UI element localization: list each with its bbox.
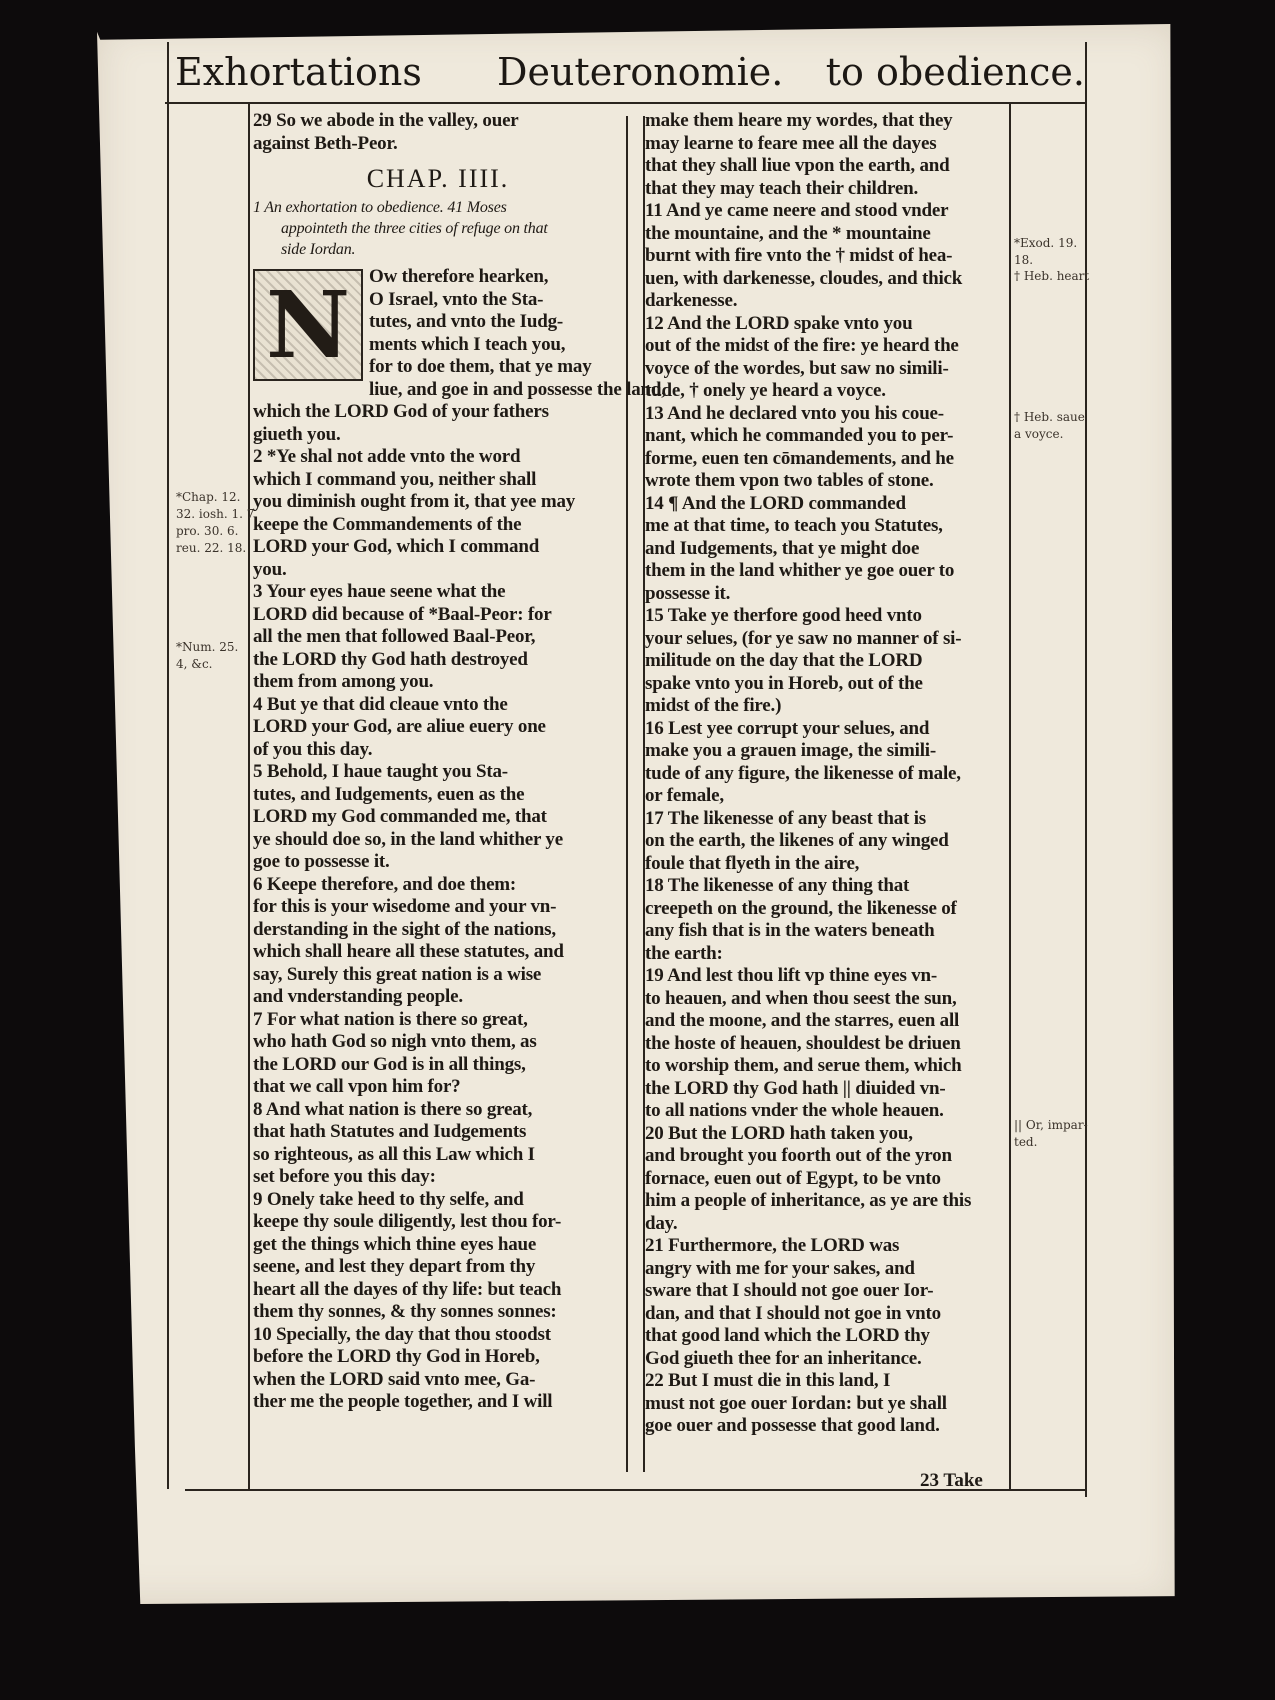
text-line: nant, which he commanded you to per-: [645, 425, 954, 446]
text-line: 7 For what nation is there so great,: [253, 1008, 528, 1030]
running-head-center: Deuteronomie.: [497, 50, 784, 94]
text-line: 12 And the LORD spake vnto you: [645, 312, 913, 334]
text-line: ye should doe so, in the land whither ye: [253, 828, 563, 850]
text-line: day.: [645, 1212, 678, 1234]
text-line: voyce of the wordes, but saw no simili-: [645, 357, 949, 379]
text-line: darkenesse.: [645, 290, 738, 311]
chapter-summary-line: appointeth the three cities of refuge on that: [281, 220, 548, 237]
text-line: set before you this day:: [253, 1166, 436, 1187]
text-line: 15 Take ye therfore good heed vnto: [645, 605, 922, 626]
decorated-initial: N: [253, 269, 363, 381]
text-line: goe to possesse it.: [253, 851, 390, 872]
right-margin-notes: [1014, 0, 1090, 1700]
text-line: uen, with darkenesse, cloudes, and thick: [645, 267, 963, 289]
text-line: tutes, and Iudgements, euen as the: [253, 783, 525, 805]
margin-note: 18.: [1014, 253, 1034, 267]
text-line: angry with me for your sakes, and: [645, 1257, 915, 1279]
text-line: when the LORD said vnto mee, Ga-: [253, 1368, 536, 1390]
text-line: 2 *Ye shal not adde vnto the word: [253, 446, 521, 467]
running-head: [170, 44, 1085, 104]
column-divider-left: [626, 116, 628, 1472]
frame-right-outer-rule: [1085, 42, 1087, 1497]
text-line: militude on the day that the LORD: [645, 650, 923, 671]
text-line: spake vnto you in Horeb, out of the: [645, 672, 923, 694]
text-line: for this is your wisedome and your vn-: [253, 896, 557, 917]
text-line: and vnderstanding people.: [253, 986, 463, 1007]
text-line: before the LORD thy God in Horeb,: [253, 1346, 540, 1367]
text-line: the hoste of heauen, shouldest be driuen: [645, 1032, 961, 1054]
chapter-summary-line: 1 An exhortation to obedience. 41 Moses: [253, 199, 507, 216]
text-line: him a people of inheritance, as ye are this: [645, 1190, 972, 1211]
text-line: for to doe them, that ye may: [369, 356, 592, 377]
text-line: 13 And he declared vnto you his coue-: [645, 402, 944, 424]
text-line: and the moone, and the starres, euen all: [645, 1010, 960, 1031]
text-line: on the earth, the likenes of any winged: [645, 830, 949, 851]
text-line: 8 And what nation is there so great,: [253, 1098, 533, 1120]
text-line: that good land which the LORD thy: [645, 1325, 930, 1346]
text-line: creepeth on the ground, the likenesse of: [645, 897, 957, 919]
text-line: that they shall liue vpon the earth, and: [645, 155, 950, 176]
text-line: tude of any figure, the likenesse of male,: [645, 762, 961, 784]
catchword: 23 Take: [920, 1470, 983, 1491]
right-column-lines: [645, 110, 1005, 1438]
text-line: you.: [253, 558, 287, 580]
margin-note: ted.: [1014, 1135, 1038, 1149]
margin-note: † Heb. heart: [1014, 269, 1090, 283]
text-line: ther me the people together, and I will: [253, 1391, 553, 1412]
running-head-right: to obedience.: [825, 50, 1085, 94]
text-line: LORD your God, which I command: [253, 536, 540, 557]
right-text-column: [645, 110, 1005, 1485]
left-text-column: [253, 110, 666, 1485]
text-line: ments which I teach you,: [369, 333, 566, 355]
text-line: foule that flyeth in the aire,: [645, 852, 860, 874]
frame-top-rule: [165, 102, 1085, 104]
text-line: any fish that is in the waters beneath: [645, 920, 935, 941]
text-line: say, Surely this great nation is a wise: [253, 963, 542, 985]
text-line: 10 Specially, the day that thou stoodst: [253, 1323, 551, 1345]
text-line: liue, and goe in and possesse the land,: [369, 378, 666, 400]
text-line: that hath Statutes and Iudgements: [253, 1121, 527, 1142]
text-line: of you this day.: [253, 738, 373, 760]
text-line: fornace, euen out of Egypt, to be vnto: [645, 1167, 941, 1189]
running-head-left: Exhortations: [175, 50, 422, 94]
text-line: so righteous, as all this Law which I: [253, 1143, 535, 1165]
text-line: 18 The likenesse of any thing that: [645, 875, 910, 896]
text-line: may learne to feare mee all the dayes: [645, 132, 937, 154]
text-line: goe ouer and possesse that good land.: [645, 1415, 940, 1436]
text-line: which the LORD God of your fathers: [253, 401, 549, 422]
text-line: 11 And ye came neere and stood vnder: [645, 200, 949, 221]
text-line: LORD did because of *Baal-Peor: for: [253, 603, 552, 625]
text-line: Ow therefore hearken,: [369, 266, 549, 287]
text-line: who hath God so nigh vnto them, as: [253, 1031, 537, 1052]
text-line: against Beth-Peor.: [253, 132, 398, 154]
text-line: midst of the fire.): [645, 695, 782, 716]
text-line: burnt with fire vnto the † midst of hea-: [645, 245, 953, 266]
text-line: possesse it.: [645, 582, 731, 604]
text-line: them from among you.: [253, 671, 434, 692]
text-line: heart all the dayes of thy life: but teach: [253, 1278, 562, 1300]
text-line: 5 Behold, I haue taught you Sta-: [253, 761, 508, 782]
margin-note: || Or, impar-: [1014, 1118, 1088, 1132]
margin-note: a voyce.: [1014, 427, 1064, 441]
text-line: and Iudgements, that ye might doe: [645, 537, 920, 559]
margin-note: *Chap. 12.: [176, 490, 241, 504]
text-line: 20 But the LORD hath taken you,: [645, 1122, 913, 1144]
text-line: that we call vpon him for?: [253, 1076, 461, 1097]
text-line: sware that I should not goe ouer Ior-: [645, 1280, 934, 1301]
text-line: 22 But I must die in this land, I: [645, 1370, 891, 1391]
text-line: 19 And lest thou lift vp thine eyes vn-: [645, 965, 938, 986]
text-line: 14 ¶ And the LORD commanded: [645, 492, 906, 514]
text-line: and brought you foorth out of the yron: [645, 1145, 952, 1166]
margin-note: *Num. 25.: [176, 640, 239, 654]
text-line: 6 Keepe therefore, and doe them:: [253, 873, 517, 895]
text-line: LORD your God, are aliue euery one: [253, 716, 546, 737]
text-line: seene, and lest they depart from thy: [253, 1256, 536, 1277]
text-line: the LORD thy God hath || diuided vn-: [645, 1077, 946, 1099]
text-line: which shall heare all these statutes, and: [253, 941, 564, 962]
dropcap-paragraph: [253, 266, 623, 379]
text-line: them thy sonnes, & thy sonnes sonnes:: [253, 1301, 557, 1322]
text-line: O Israel, vnto the Sta-: [369, 288, 544, 310]
frame-left-inner-rule: [248, 104, 250, 1489]
text-line: 16 Lest yee corrupt your selues, and: [645, 717, 930, 739]
text-line: God giueth thee for an inheritance.: [645, 1347, 922, 1369]
text-line: the LORD our God is in all things,: [253, 1053, 526, 1075]
text-line: you diminish ought from it, that yee may: [253, 491, 576, 512]
text-line: giueth you.: [253, 423, 341, 445]
text-line: make you a grauen image, the simili-: [645, 740, 936, 761]
text-line: which I command you, neither shall: [253, 468, 537, 490]
text-line: your selues, (for ye saw no manner of si-: [645, 627, 962, 649]
text-line: out of the midst of the fire: ye heard the: [645, 335, 959, 356]
left-column-lines: [253, 378, 666, 1414]
margin-note: reu. 22. 18.: [176, 541, 247, 555]
text-line: forme, euen ten cōmandements, and he: [645, 447, 954, 469]
text-line: LORD my God commanded me, that: [253, 806, 547, 827]
text-line: to heauen, and when thou seest the sun,: [645, 987, 957, 1009]
margin-note: pro. 30. 6.: [176, 524, 239, 538]
text-line: 3 Your eyes haue seene what the: [253, 581, 506, 602]
text-line: to worship them, and serue them, which: [645, 1055, 962, 1076]
text-line: the LORD thy God hath destroyed: [253, 648, 528, 670]
margin-note: 32. iosh. 1. 7: [176, 507, 255, 521]
text-line: the mountaine, and the * mountaine: [645, 222, 931, 244]
frame-left-outer-rule: [167, 42, 169, 1489]
text-line: the earth:: [645, 942, 723, 964]
text-line: must not goe ouer Iordan: but ye shall: [645, 1392, 947, 1414]
text-line: make them heare my wordes, that they: [645, 110, 953, 131]
text-line: get the things which thine eyes haue: [253, 1233, 537, 1255]
margin-note: 4, &c.: [176, 657, 213, 671]
text-line: tutes, and vnto the Iudg-: [369, 311, 564, 332]
text-line: me at that time, to teach you Statutes,: [645, 515, 943, 536]
text-line: 9 Onely take heed to thy selfe, and: [253, 1188, 524, 1210]
text-line: tude, † onely ye heard a voyce.: [645, 380, 886, 401]
text-line: wrote them vpon two tables of stone.: [645, 470, 934, 491]
margin-note: † Heb. saue: [1014, 410, 1085, 424]
chapter-heading: CHAP. IIII.: [366, 164, 510, 193]
text-line: dan, and that I should not goe in vnto: [645, 1302, 941, 1324]
text-line: keepe the Commandements of the: [253, 513, 522, 535]
text-line: keepe thy soule diligently, lest thou for-: [253, 1211, 562, 1232]
text-line: that they may teach their children.: [645, 177, 919, 199]
text-line: them in the land whither ye goe ouer to: [645, 560, 955, 581]
margin-note: *Exod. 19.: [1014, 236, 1078, 250]
text-line: 21 Furthermore, the LORD was: [645, 1235, 900, 1256]
frame-right-inner-rule: [1009, 104, 1011, 1489]
text-line: to all nations vnder the whole heauen.: [645, 1100, 944, 1121]
chapter-summary-line: side Iordan.: [281, 241, 356, 258]
text-line: 29 So we abode in the valley, ouer: [253, 110, 519, 131]
text-line: 17 The likenesse of any beast that is: [645, 807, 926, 829]
text-line: 4 But ye that did cleaue vnto the: [253, 693, 508, 715]
left-margin-notes: [176, 0, 255, 1700]
text-line: derstanding in the sight of the nations,: [253, 918, 556, 940]
text-line: or female,: [645, 785, 724, 806]
text-line: all the men that followed Baal-Peor,: [253, 626, 536, 647]
